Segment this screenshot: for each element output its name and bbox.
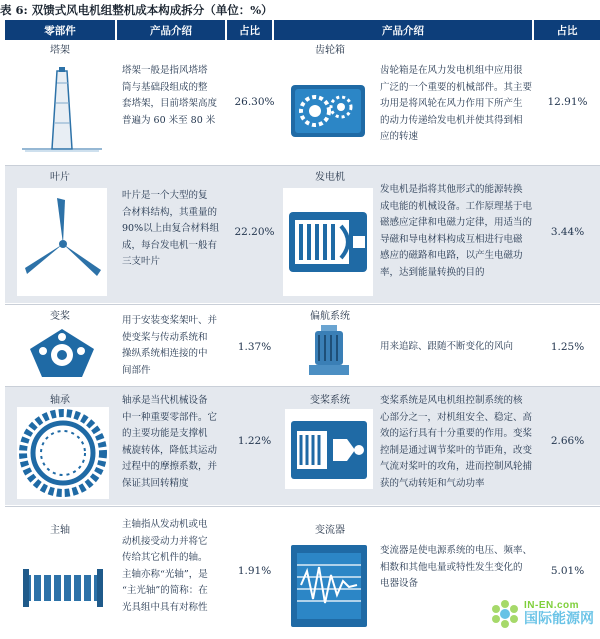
part-name: 变桨: [50, 311, 70, 322]
generator-icon: [283, 188, 373, 296]
part-share: 22.20%: [234, 226, 275, 238]
part-share: 5.01%: [550, 565, 585, 577]
part-share: 26.30%: [234, 96, 275, 108]
part-name: 齿轮箱: [315, 45, 345, 56]
header-share-left: 占比: [227, 20, 272, 40]
pitch-system-icon: [285, 409, 373, 489]
part-desc: 发电机是指将其他形式的能源转换 成电能的机械设备。工作原理基于电 磁感应定律和电磁力定律，用适当的 导磁和导电材料构成互相进行电磁 感应的磁路和电路，以产生电磁功 率，达到能量转换的目的: [380, 184, 533, 278]
part-desc: 用于安装变桨架叶、并 使变桨与传动系统和 操纵系统相连接的中 间部件: [122, 315, 218, 376]
main-shaft-icon: [19, 545, 107, 631]
header-part: 零部件: [5, 20, 115, 40]
part-desc: 主轴指从发动机或电 动机接受动力并将它 传给其它机件的轴。 主轴亦称“光轴”，是 “主光轴”的简称：在 光具组中具有对称性: [122, 519, 208, 613]
gearbox-icon: [283, 63, 373, 159]
tower-icon: [17, 63, 107, 159]
table-row: [5, 387, 600, 505]
part-desc: 用来追踪、跟随不断变化的风向: [380, 341, 514, 352]
part-name: 变流器: [315, 525, 345, 536]
header-share-right: 占比: [534, 20, 600, 40]
part-desc: 变桨系统是风电机组控制系统的核 心部分之一，对机组安全、稳定、高 效的运行具有十分重要的作用。变桨 控制是通过调节桨叶的节距角，改变 气流对桨叶的攻角，进而控制风轮捕 获的气动转矩和气动功率: [380, 395, 533, 489]
pitch-bearing-icon: [19, 323, 105, 383]
part-name: 塔架: [50, 45, 70, 56]
sunflower-logo-icon: [490, 599, 520, 629]
part-share: 1.37%: [237, 341, 272, 353]
part-desc: 齿轮箱是在风力发电机组中应用很 广泛的一个重要的机械部件。其主要 功用是将风轮在风力作用下所产生 的动力传递给发电机并使其得到相 应的转速: [380, 65, 533, 142]
table-row: [5, 305, 600, 385]
watermark-cn: 国际能源网: [524, 610, 594, 627]
bearing-icon: [17, 407, 109, 499]
part-desc: 叶片是一个大型的复 合材料结构，其重量的 90%以上由复合材料组 成，每台发电机一般有 三支叶片: [122, 190, 220, 267]
part-desc: 塔架一般是指风塔塔 筒与基础段组成的整 套塔架，目前塔架高度 普遍为 60 米至 80 米: [122, 65, 218, 126]
part-share: 12.91%: [547, 96, 588, 108]
part-name: 主轴: [50, 525, 70, 536]
table-row: [5, 166, 600, 303]
header-intro-left: 产品介绍: [117, 20, 225, 40]
part-name: 偏航系统: [310, 311, 350, 322]
watermark-en: IN-EN.com: [524, 600, 580, 612]
part-name: 轴承: [50, 395, 70, 406]
table-title: 表 6: 双馈式风电机组整机成本构成拆分（单位：%）: [0, 3, 273, 17]
part-share: 1.22%: [237, 435, 272, 447]
yaw-motor-icon: [291, 323, 367, 383]
part-desc: 轴承是当代机械设备 中一种重要零部件。它 的主要功能是支撑机 械旋转体，降低其运动 过程中的摩擦系数，并 保证其回转精度: [122, 395, 218, 489]
header-intro-right: 产品介绍: [274, 20, 532, 40]
part-name: 发电机: [315, 172, 345, 183]
watermark: [490, 599, 594, 629]
part-name: 叶片: [50, 172, 70, 183]
part-share: 3.44%: [550, 226, 585, 238]
part-share: 1.91%: [237, 565, 272, 577]
blade-icon: [17, 188, 107, 296]
part-desc: 变流器是使电源系统的电压、频率、 相数和其他电量或特性发生变化的 电器设备: [380, 545, 533, 589]
part-share: 1.25%: [550, 341, 585, 353]
part-share: 2.66%: [550, 435, 585, 447]
part-name: 变桨系统: [310, 395, 350, 406]
table-row: [5, 41, 600, 164]
converter-icon: [287, 541, 371, 631]
